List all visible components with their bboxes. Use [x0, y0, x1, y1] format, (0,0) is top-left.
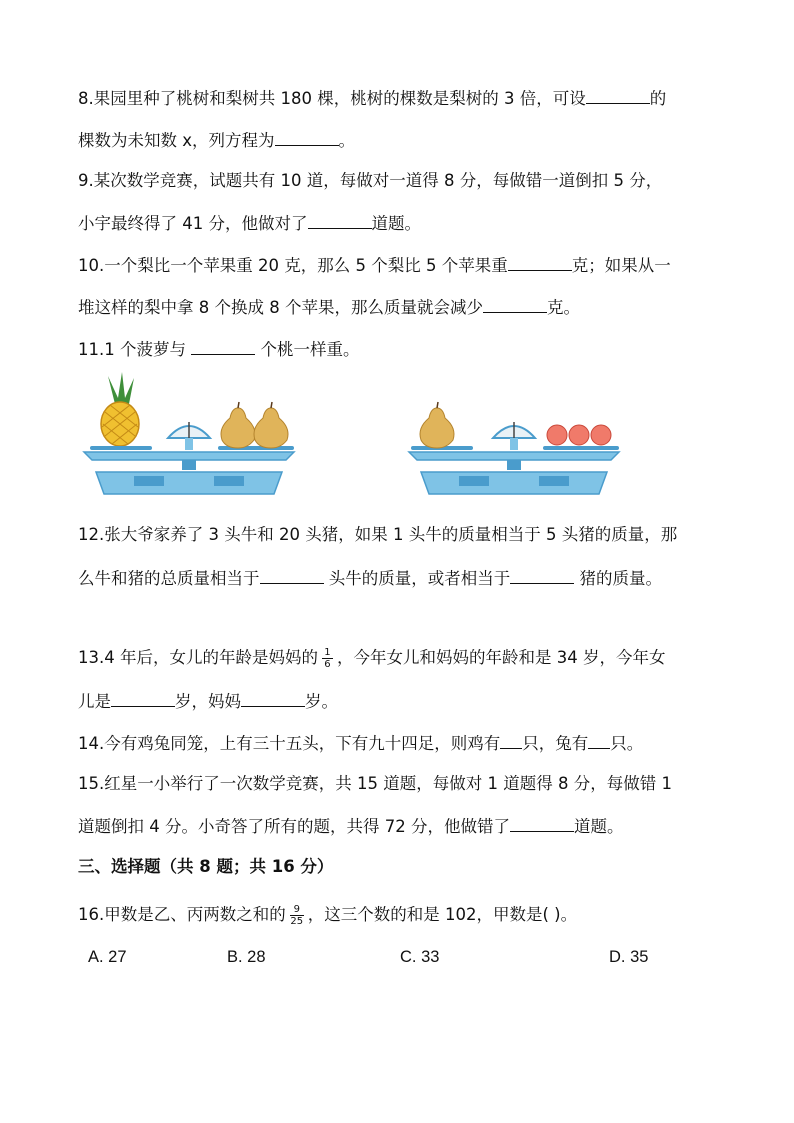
- q15-text: 15.红星一小举行了一次数学竞赛，共 15 道题，每做对 1 道题得 8 分，每做错 1: [78, 774, 672, 793]
- q8-line1: [78, 86, 666, 110]
- answer-blank[interactable]: [500, 731, 522, 749]
- q12-text-c: 头牛的质量，或者相当于: [323, 569, 511, 588]
- fraction-denominator: 6: [324, 659, 331, 670]
- q10-text-d: 克。: [546, 298, 580, 317]
- q16-line: [78, 904, 577, 927]
- q10-text-b: 克；如果从一: [571, 256, 671, 275]
- q13-text-e: 岁。: [305, 692, 338, 711]
- q13-line1: [78, 647, 665, 670]
- q9-line2: [78, 211, 421, 235]
- answer-blank[interactable]: [241, 689, 305, 707]
- q13-text-b: ，今年女儿和妈妈的年龄和是 34 岁，今年女: [336, 648, 666, 667]
- q9-line1: [78, 170, 662, 192]
- answer-blank[interactable]: [588, 731, 610, 749]
- answer-blank[interactable]: [191, 337, 255, 355]
- q9-text-b: 小宇最终得了 41 分，他做对了: [78, 214, 308, 233]
- fraction-denominator: 25: [290, 916, 304, 927]
- right-pan: [543, 446, 619, 450]
- answer-blank[interactable]: [111, 689, 175, 707]
- fraction-numerator: 1: [324, 647, 331, 658]
- peach-icon: [591, 425, 611, 445]
- q9-text: 9.某次数学竞赛，试题共有 10 道，每做对一道得 8 分，每做错一道倒扣 5 分，: [78, 171, 663, 190]
- q9-text-c: 道题。: [371, 214, 421, 233]
- q15-text-c: 道题。: [573, 817, 624, 836]
- answer-blank[interactable]: [510, 814, 574, 832]
- q12-text-b: 么牛和猪的总质量相当于: [78, 569, 260, 588]
- choice-c[interactable]: C. 33: [400, 948, 440, 966]
- scale-beam: [84, 452, 294, 460]
- scale-base: [421, 472, 607, 494]
- q15-line2: [78, 814, 623, 838]
- pear-icon: [420, 408, 454, 448]
- fraction: [290, 904, 304, 927]
- q13-text-d: 岁，妈妈: [175, 692, 241, 711]
- q8-text-b: 的: [649, 89, 667, 108]
- choice-d[interactable]: D. 35: [609, 948, 649, 966]
- answer-blank[interactable]: [508, 253, 572, 271]
- q13-text: 13.4 年后，女儿的年龄是妈妈的: [78, 648, 318, 667]
- pear-icon: [254, 408, 288, 448]
- q10-line1: [78, 253, 671, 277]
- q15-line1: [78, 773, 672, 795]
- q8-text-d: 。: [338, 131, 356, 150]
- left-pan: [90, 446, 152, 450]
- pear-icon: [221, 408, 255, 448]
- answer-blank[interactable]: [510, 566, 574, 584]
- q11-text: 11.1 个菠萝与: [78, 340, 192, 359]
- peach-icon: [569, 425, 589, 445]
- q14-text-c: 只。: [610, 734, 644, 753]
- fraction-numerator: 9: [293, 904, 300, 915]
- peach-icon: [547, 425, 567, 445]
- q12-text: 12.张大爷家养了 3 头牛和 20 头猪，如果 1 头牛的质量相当于 5 头猪的质量，那: [78, 525, 678, 544]
- q14-text-b: 只，兔有: [522, 734, 589, 753]
- q15-text-b: 道题倒扣 4 分。小奇答了所有的题，共得 72 分，他做错了: [78, 817, 510, 836]
- q16-text-b: ，这三个数的和是 102，甲数是( )。: [307, 905, 578, 924]
- pineapple-leaves: [108, 372, 134, 404]
- scale-base: [96, 472, 282, 494]
- answer-blank[interactable]: [260, 566, 324, 584]
- q10-line2: [78, 295, 580, 319]
- q8-line2: [78, 128, 355, 152]
- scale-beam: [409, 452, 619, 460]
- q8-text-c: 棵数为未知数 x，列方程为: [78, 131, 275, 150]
- q10-text: 10.一个梨比一个苹果重 20 克，那么 5 个梨比 5 个苹果重: [78, 256, 508, 275]
- balance-scale-peach: [403, 372, 625, 496]
- q14-text: 14.今有鸡兔同笼，上有三十五头，下有九十四足，则鸡有: [78, 734, 501, 753]
- q10-text-c: 堆这样的梨中拿 8 个换成 8 个苹果，那么质量就会减少: [78, 298, 483, 317]
- q13-text-c: 儿是: [78, 692, 111, 711]
- q11-text-b: 个桃一样重。: [255, 340, 360, 359]
- q13-line2: [78, 689, 338, 713]
- q12-line1: [78, 524, 677, 546]
- balance-scale-pineapple: [78, 372, 300, 496]
- choice-b[interactable]: B. 28: [227, 948, 266, 966]
- answer-blank[interactable]: [308, 211, 372, 229]
- q12-line2: [78, 566, 662, 590]
- q8-text: 8.果园里种了桃树和梨树共 180 棵，桃树的棵数是梨树的 3 倍，可设: [78, 89, 586, 108]
- q12-text-d: 猪的质量。: [574, 569, 662, 588]
- q16-text: 16.甲数是乙、丙两数之和的: [78, 905, 286, 924]
- fraction: [322, 647, 333, 670]
- answer-blank[interactable]: [586, 86, 650, 104]
- q11-line: [78, 337, 359, 361]
- answer-blank[interactable]: [275, 128, 339, 146]
- q14-line: [78, 731, 643, 755]
- choice-a[interactable]: A. 27: [88, 948, 127, 966]
- section-heading: 三、选择题（共 8 题；共 16 分）: [78, 857, 334, 876]
- answer-blank[interactable]: [483, 295, 547, 313]
